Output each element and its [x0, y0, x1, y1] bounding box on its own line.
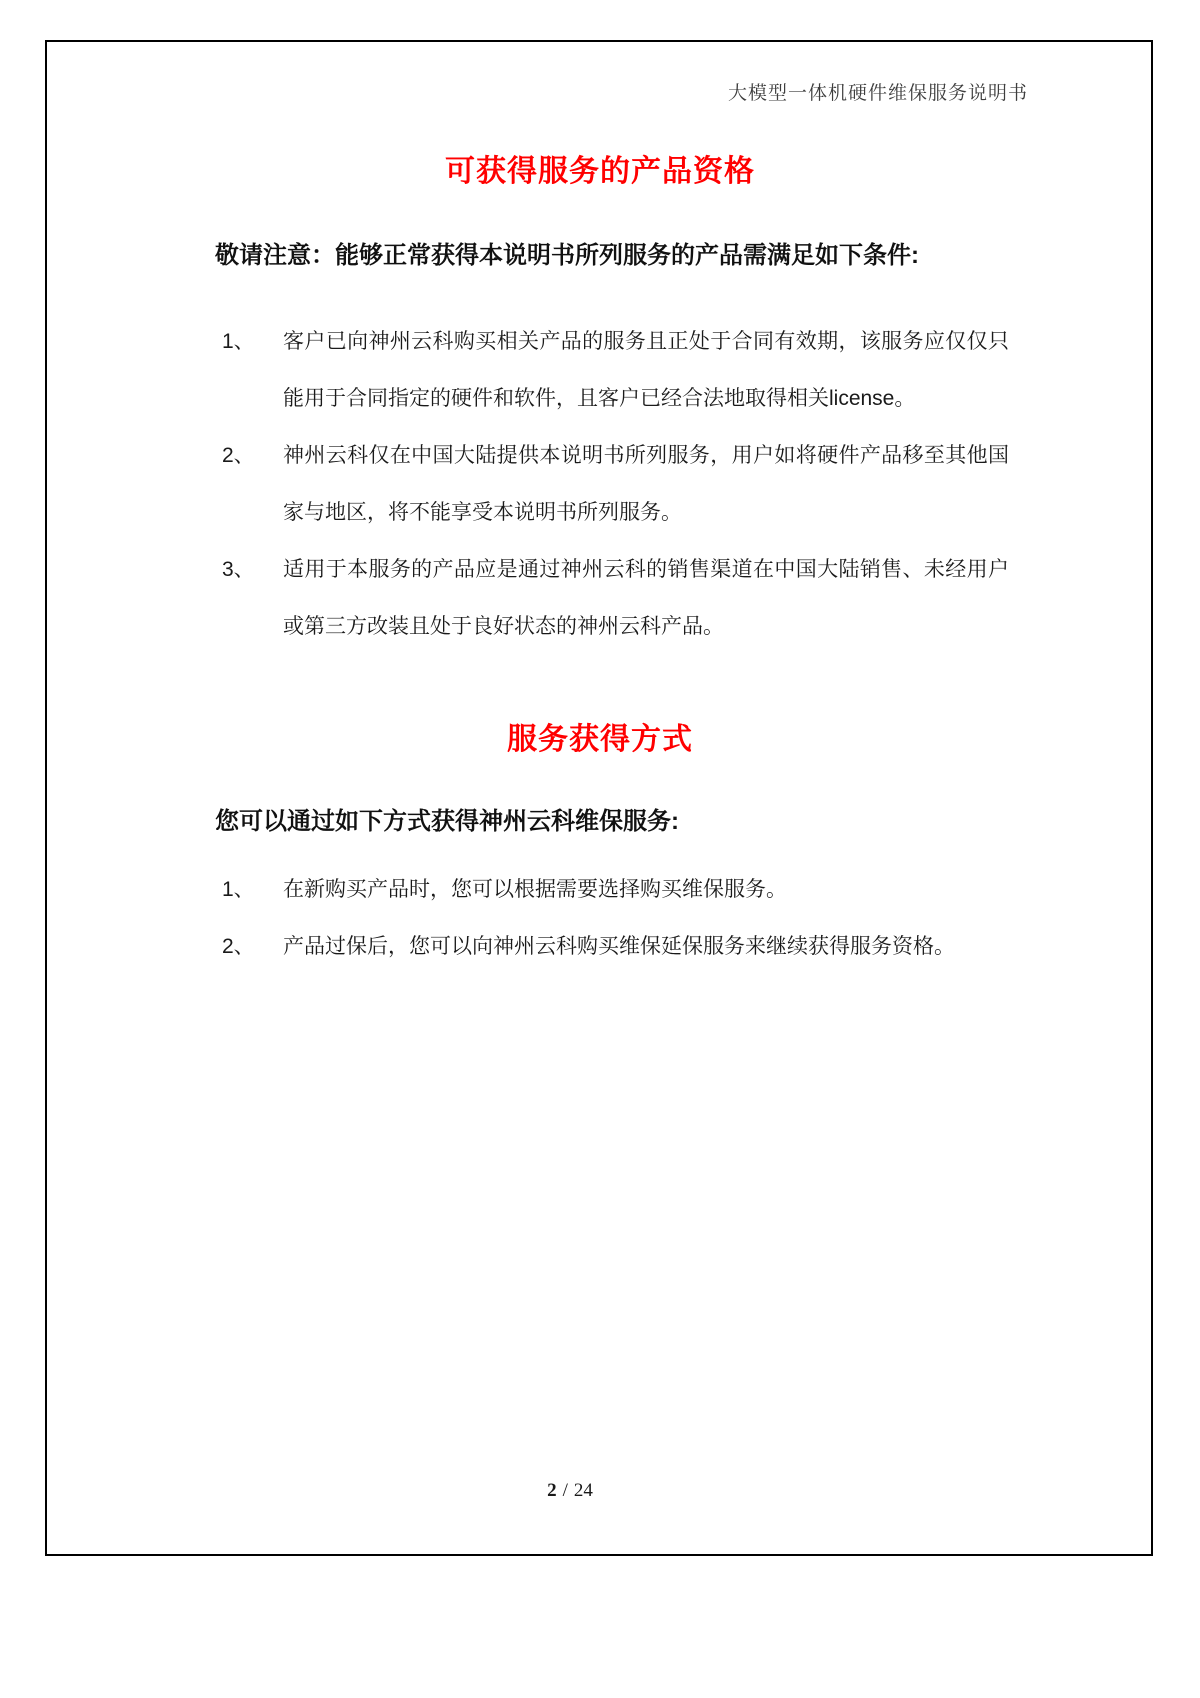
footer-separator: /: [562, 1480, 568, 1501]
list-item: [222, 313, 1012, 427]
howto-list: [222, 861, 1012, 975]
footer-page-number: 2: [547, 1480, 557, 1501]
list-item-text: 适用于本服务的产品应是通过神州云科的销售渠道在中国大陆销售、未经用户或第三方改装且处于良好状态的神州云科产品。: [283, 558, 1009, 638]
list-item-text: 客户已向神州云科购买相关产品的服务且正处于合同有效期，该服务应仅仅只能用于合同指定的硬件和软件，且客户已经合法地取得相关license。: [283, 330, 1009, 410]
list-item: [222, 541, 1012, 655]
section-title-howto: 服务获得方式: [507, 723, 693, 756]
list-item-number: 3、: [222, 558, 255, 581]
list-item-number: 2、: [222, 935, 255, 958]
running-header: 大模型一体机硬件维保服务说明书: [727, 83, 1028, 104]
list-item-number: 1、: [222, 330, 255, 353]
list-item-text: 神州云科仅在中国大陆提供本说明书所列服务，用户如将硬件产品移至其他国家与地区，将不能享受本说明书所列服务。: [283, 444, 1009, 524]
list-item-number: 1、: [222, 878, 255, 901]
page-footer: [150, 1480, 990, 1502]
howto-lead-text: 您可以通过如下方式获得神州云科维保服务:: [215, 808, 679, 835]
list-item-text: 在新购买产品时，您可以根据需要选择购买维保服务。: [283, 878, 787, 901]
list-item: [222, 427, 1012, 541]
eligibility-list: [222, 313, 1012, 655]
footer-total-pages: 24: [573, 1480, 593, 1501]
list-item-text: 产品过保后，您可以向神州云科购买维保延保服务来继续获得服务资格。: [283, 935, 955, 958]
list-item: [222, 918, 1012, 975]
list-item: [222, 861, 1012, 918]
list-item-number: 2、: [222, 444, 255, 467]
eligibility-lead-text: 敬请注意：能够正常获得本说明书所列服务的产品需满足如下条件:: [215, 242, 919, 269]
section-title-eligibility: 可获得服务的产品资格: [445, 155, 755, 188]
